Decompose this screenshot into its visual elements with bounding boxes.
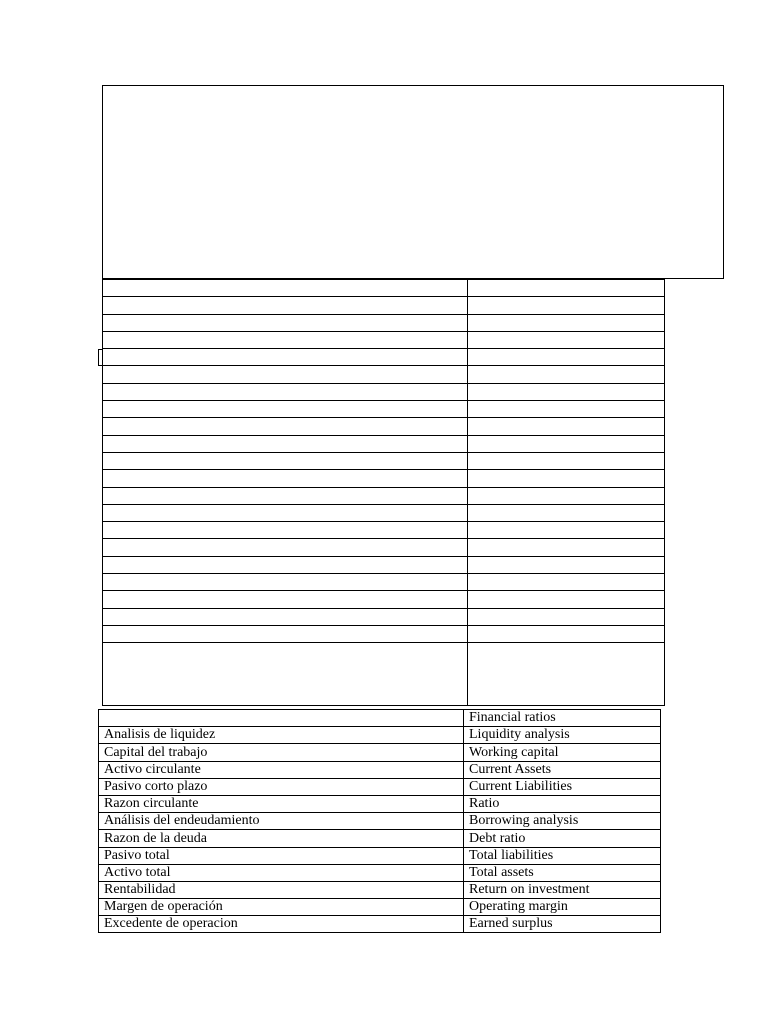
blank-header-box <box>102 85 724 279</box>
blank-cell <box>103 418 468 435</box>
blank-cell <box>468 418 665 435</box>
blank-cell <box>468 470 665 487</box>
english-term: Borrowing analysis <box>464 813 661 830</box>
spanish-term: Analisis de liquidez <box>99 727 464 744</box>
blank-cell <box>468 297 665 314</box>
blank-row <box>103 401 665 418</box>
table-edge-stub <box>98 349 103 366</box>
blank-cell <box>103 401 468 418</box>
blank-row <box>103 574 665 591</box>
glossary-table <box>98 709 661 933</box>
spanish-term: Activo circulante <box>99 761 464 778</box>
blank-cell <box>468 487 665 504</box>
blank-cell <box>468 452 665 469</box>
blank-row <box>103 297 665 314</box>
blank-row <box>103 504 665 521</box>
blank-cell <box>103 556 468 573</box>
glossary-header-row <box>99 710 661 727</box>
blank-cell <box>468 383 665 400</box>
blank-row <box>103 608 665 625</box>
blank-row <box>103 625 665 642</box>
blank-cell <box>468 591 665 608</box>
blank-row <box>103 383 665 400</box>
blank-row <box>103 643 665 706</box>
blank-cell <box>103 591 468 608</box>
spanish-term: Margen de operación <box>99 899 464 916</box>
blank-cell <box>103 487 468 504</box>
blank-cell <box>468 366 665 383</box>
blank-cell <box>468 625 665 642</box>
blank-row <box>103 522 665 539</box>
blank-row <box>103 487 665 504</box>
glossary-row <box>99 899 661 916</box>
blank-cell <box>468 556 665 573</box>
spanish-header <box>99 710 464 727</box>
english-term: Working capital <box>464 744 661 761</box>
blank-cell <box>468 331 665 348</box>
blank-cell <box>103 608 468 625</box>
blank-row <box>103 470 665 487</box>
blank-cell <box>103 470 468 487</box>
blank-cell <box>468 314 665 331</box>
blank-cell <box>103 452 468 469</box>
glossary-row <box>99 864 661 881</box>
spanish-term: Pasivo corto plazo <box>99 778 464 795</box>
english-term: Total liabilities <box>464 847 661 864</box>
english-term: Liquidity analysis <box>464 727 661 744</box>
blank-row <box>103 280 665 297</box>
blank-row <box>103 435 665 452</box>
blank-cell <box>103 280 468 297</box>
blank-cell <box>103 539 468 556</box>
spanish-term: Pasivo total <box>99 847 464 864</box>
blank-cell <box>103 643 468 706</box>
blank-table <box>102 279 665 706</box>
english-term: Earned surplus <box>464 916 661 933</box>
glossary-row <box>99 847 661 864</box>
blank-cell <box>468 435 665 452</box>
english-header: Financial ratios <box>464 710 661 727</box>
blank-row <box>103 591 665 608</box>
blank-cell <box>103 574 468 591</box>
spanish-term: Rentabilidad <box>99 881 464 898</box>
blank-cell <box>103 297 468 314</box>
blank-cell <box>468 504 665 521</box>
english-term: Current Liabilities <box>464 778 661 795</box>
blank-row <box>103 331 665 348</box>
spanish-term: Capital del trabajo <box>99 744 464 761</box>
blank-cell <box>103 435 468 452</box>
spanish-term: Análisis del endeudamiento <box>99 813 464 830</box>
spanish-term: Excedente de operacion <box>99 916 464 933</box>
blank-row <box>103 556 665 573</box>
blank-cell <box>103 314 468 331</box>
blank-cell <box>468 522 665 539</box>
glossary-row <box>99 744 661 761</box>
spanish-term: Activo total <box>99 864 464 881</box>
glossary-row <box>99 795 661 812</box>
blank-cell <box>103 383 468 400</box>
blank-cell <box>103 366 468 383</box>
blank-cell <box>103 625 468 642</box>
blank-cell <box>103 331 468 348</box>
blank-row <box>103 418 665 435</box>
english-term: Debt ratio <box>464 830 661 847</box>
blank-cell <box>103 349 468 366</box>
blank-cell <box>103 504 468 521</box>
blank-cell <box>468 349 665 366</box>
blank-row <box>103 452 665 469</box>
glossary-row <box>99 727 661 744</box>
blank-cell <box>468 574 665 591</box>
blank-cell <box>468 643 665 706</box>
english-term: Ratio <box>464 795 661 812</box>
glossary-row <box>99 830 661 847</box>
english-term: Return on investment <box>464 881 661 898</box>
glossary-row <box>99 761 661 778</box>
blank-row <box>103 366 665 383</box>
english-term: Total assets <box>464 864 661 881</box>
blank-cell <box>468 401 665 418</box>
blank-row <box>103 539 665 556</box>
glossary-row <box>99 778 661 795</box>
blank-cell <box>468 280 665 297</box>
english-term: Operating margin <box>464 899 661 916</box>
spanish-term: Razon circulante <box>99 795 464 812</box>
glossary-row <box>99 881 661 898</box>
blank-cell <box>468 539 665 556</box>
blank-cell <box>103 522 468 539</box>
english-term: Current Assets <box>464 761 661 778</box>
blank-row <box>103 314 665 331</box>
glossary-row <box>99 916 661 933</box>
spanish-term: Razon de la deuda <box>99 830 464 847</box>
blank-cell <box>468 608 665 625</box>
blank-row <box>103 349 665 366</box>
glossary-row <box>99 813 661 830</box>
